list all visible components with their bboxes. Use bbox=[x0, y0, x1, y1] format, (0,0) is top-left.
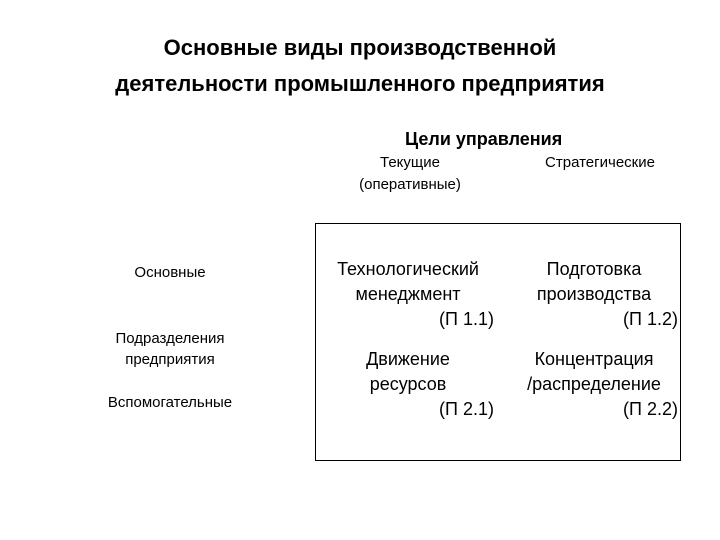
cell-code: (П 2.2) bbox=[623, 399, 678, 419]
cell-line-2: производства bbox=[536, 284, 652, 304]
page-title bbox=[0, 30, 720, 102]
row-group-label-line-1: Подразделения bbox=[115, 330, 225, 347]
title-line-1: Основные виды производственной bbox=[163, 35, 557, 60]
row-group-label-line-2: предприятия bbox=[125, 351, 215, 368]
row-group-label bbox=[90, 328, 250, 370]
column-header-current-line-2: (оперативные) bbox=[359, 176, 461, 193]
goals-heading: Цели управления bbox=[405, 129, 563, 149]
cell-line-1: Концентрация bbox=[534, 349, 654, 369]
title-line-2: деятельности промышленного предприятия bbox=[115, 71, 605, 96]
matrix-cell-p21 bbox=[322, 347, 494, 422]
row-label-auxiliary: Вспомогательные bbox=[107, 394, 233, 411]
cell-line-2: /распределение bbox=[527, 374, 661, 394]
column-header-current-line-1: Текущие bbox=[380, 154, 440, 171]
cell-line-2: менеджмент bbox=[355, 284, 461, 304]
cell-line-1: Технологический bbox=[337, 259, 479, 279]
matrix-cell-p12 bbox=[510, 257, 678, 332]
cell-code: (П 2.1) bbox=[439, 399, 494, 419]
cell-code: (П 1.1) bbox=[439, 309, 494, 329]
cell-line-2: ресурсов bbox=[369, 374, 447, 394]
column-header-strategic: Стратегические bbox=[545, 154, 655, 171]
cell-line-1: Движение bbox=[366, 349, 450, 369]
matrix-cell-p22 bbox=[510, 347, 678, 422]
cell-code: (П 1.2) bbox=[623, 309, 678, 329]
column-header-current bbox=[330, 152, 490, 196]
matrix-cell-p11 bbox=[322, 257, 494, 332]
row-label-main: Основные bbox=[134, 264, 206, 281]
cell-line-1: Подготовка bbox=[546, 259, 642, 279]
